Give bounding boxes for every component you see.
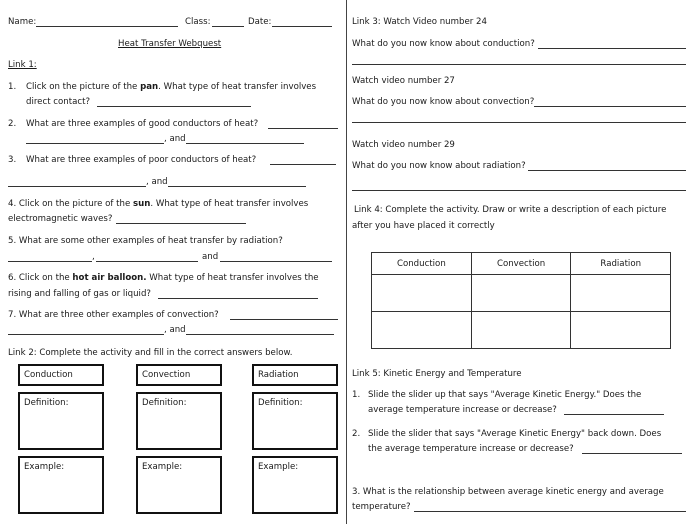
conduction-header-label: Conduction	[24, 370, 73, 380]
link4-heading-line2: after you have placed it correctly	[352, 221, 495, 231]
q6-text: 6. Click on the hot air balloon. What type of heat transfer involves the	[8, 273, 319, 283]
column-divider	[346, 0, 347, 524]
q3-answer-line-3[interactable]	[168, 186, 306, 187]
q-radiation-text: What do you now know about radiation?	[352, 161, 526, 171]
convection-answer-line-2[interactable]	[352, 122, 686, 123]
convection-definition-label: Definition:	[142, 398, 187, 408]
q2-number: 2.	[8, 119, 17, 129]
link3-heading: Link 3: Watch Video number 24	[352, 17, 487, 27]
q2-answer-line-2[interactable]	[26, 143, 164, 144]
q2-and: , and	[164, 134, 186, 144]
link2-heading: Link 2: Complete the activity and fill in the correct answers below.	[8, 348, 293, 358]
conduction-definition-label: Definition:	[24, 398, 69, 408]
q5-text: 5. What are some other examples of heat transfer by radiation?	[8, 236, 283, 246]
name-field[interactable]	[36, 26, 178, 27]
radiation-answer-line-1[interactable]	[528, 170, 686, 171]
link1-heading: Link 1:	[8, 60, 37, 70]
radiation-header-box	[252, 364, 338, 386]
k1-text-line2: average temperature increase or decrease?	[368, 405, 557, 415]
q-convection-text: What do you now know about convection?	[352, 97, 535, 107]
q6-text-line2: rising and falling of gas or liquid?	[8, 289, 151, 299]
q3-text: What are three examples of poor conductors of heat?	[26, 155, 257, 165]
q2-answer-line-1[interactable]	[268, 128, 338, 129]
date-field[interactable]	[272, 26, 332, 27]
q4-answer-line[interactable]	[116, 223, 246, 224]
k3-text-line2: temperature?	[352, 502, 411, 512]
watch29-text: Watch video number 29	[352, 140, 455, 150]
convection-answer-line-1[interactable]	[534, 106, 686, 107]
link4-table-header-conduction: Conduction	[372, 253, 472, 275]
radiation-header-label: Radiation	[258, 370, 299, 380]
q7-answer-line-1[interactable]	[230, 319, 338, 320]
q3-and: , and	[146, 177, 168, 187]
q4-text-line2: electromagnetic waves?	[8, 214, 113, 224]
convection-definition-box[interactable]	[136, 392, 222, 450]
q7-text: 7. What are three other examples of convection?	[8, 310, 219, 320]
convection-header-label: Convection	[142, 370, 191, 380]
link4-table	[371, 252, 671, 349]
conduction-header-box	[18, 364, 104, 386]
conduction-definition-box[interactable]	[18, 392, 104, 450]
q5-answer-line-3[interactable]	[220, 261, 332, 262]
q1-answer-line[interactable]	[97, 106, 251, 107]
k2-text: Slide the slider that says "Average Kinetic Energy" back down. Does	[368, 429, 662, 439]
page-title: Heat Transfer Webquest	[118, 39, 222, 49]
q3-answer-line-2[interactable]	[8, 186, 146, 187]
link4-table-cell[interactable]	[471, 312, 571, 349]
link4-table-header-convection: Convection	[471, 253, 571, 275]
radiation-example-box[interactable]	[252, 456, 338, 514]
convection-example-box[interactable]	[136, 456, 222, 514]
convection-header-box	[136, 364, 222, 386]
radiation-definition-label: Definition:	[258, 398, 303, 408]
name-label: Name:	[8, 17, 37, 27]
link4-heading: Link 4: Complete the activity. Draw or write a description of each picture	[354, 205, 667, 215]
q1-text: Click on the picture of the pan. What type of heat transfer involves	[26, 82, 317, 92]
k2-answer-line[interactable]	[582, 453, 682, 454]
q6-answer-line[interactable]	[158, 298, 318, 299]
link4-table-cell[interactable]	[372, 312, 472, 349]
radiation-definition-box[interactable]	[252, 392, 338, 450]
q7-answer-line-3[interactable]	[186, 334, 334, 335]
class-field[interactable]	[212, 26, 244, 27]
conduction-example-label: Example:	[24, 462, 65, 472]
q5-and: and	[202, 252, 219, 262]
link4-table-header-radiation: Radiation	[571, 253, 671, 275]
q1-number: 1.	[8, 82, 17, 92]
link4-table-cell[interactable]	[471, 275, 571, 312]
k3-text: 3. What is the relationship between average kinetic energy and average	[352, 487, 664, 497]
radiation-answer-line-2[interactable]	[352, 190, 686, 191]
q2-answer-line-3[interactable]	[186, 143, 304, 144]
link4-table-cell[interactable]	[571, 312, 671, 349]
q7-answer-line-2[interactable]	[8, 334, 164, 335]
k2-text-line2: the average temperature increase or decrease?	[368, 444, 574, 454]
q1-text-line2: direct contact?	[26, 97, 91, 107]
k1-number: 1.	[352, 390, 361, 400]
q-conduction-text: What do you now know about conduction?	[352, 39, 535, 49]
date-label: Date:	[248, 17, 272, 27]
k1-answer-line[interactable]	[564, 414, 664, 415]
q4-text: 4. Click on the picture of the sun. What type of heat transfer involves	[8, 199, 309, 209]
link4-table-cell[interactable]	[372, 275, 472, 312]
link5-heading: Link 5: Kinetic Energy and Temperature	[352, 369, 522, 379]
radiation-example-label: Example:	[258, 462, 299, 472]
k3-answer-line[interactable]	[414, 511, 686, 512]
conduction-answer-line-1[interactable]	[538, 48, 686, 49]
watch27-text: Watch video number 27	[352, 76, 455, 86]
convection-example-label: Example:	[142, 462, 183, 472]
class-label: Class:	[185, 17, 211, 27]
q5-comma: ,	[92, 252, 95, 262]
k1-text: Slide the slider up that says "Average Kinetic Energy." Does the	[368, 390, 642, 400]
q7-and: , and	[164, 325, 186, 335]
q3-answer-line-1[interactable]	[270, 164, 336, 165]
conduction-answer-line-2[interactable]	[352, 64, 686, 65]
q3-number: 3.	[8, 155, 17, 165]
k2-number: 2.	[352, 429, 361, 439]
link4-table-cell[interactable]	[571, 275, 671, 312]
q2-text: What are three examples of good conductors of heat?	[26, 119, 259, 129]
q5-answer-line-2[interactable]	[96, 261, 198, 262]
q5-answer-line-1[interactable]	[8, 261, 92, 262]
conduction-example-box[interactable]	[18, 456, 104, 514]
